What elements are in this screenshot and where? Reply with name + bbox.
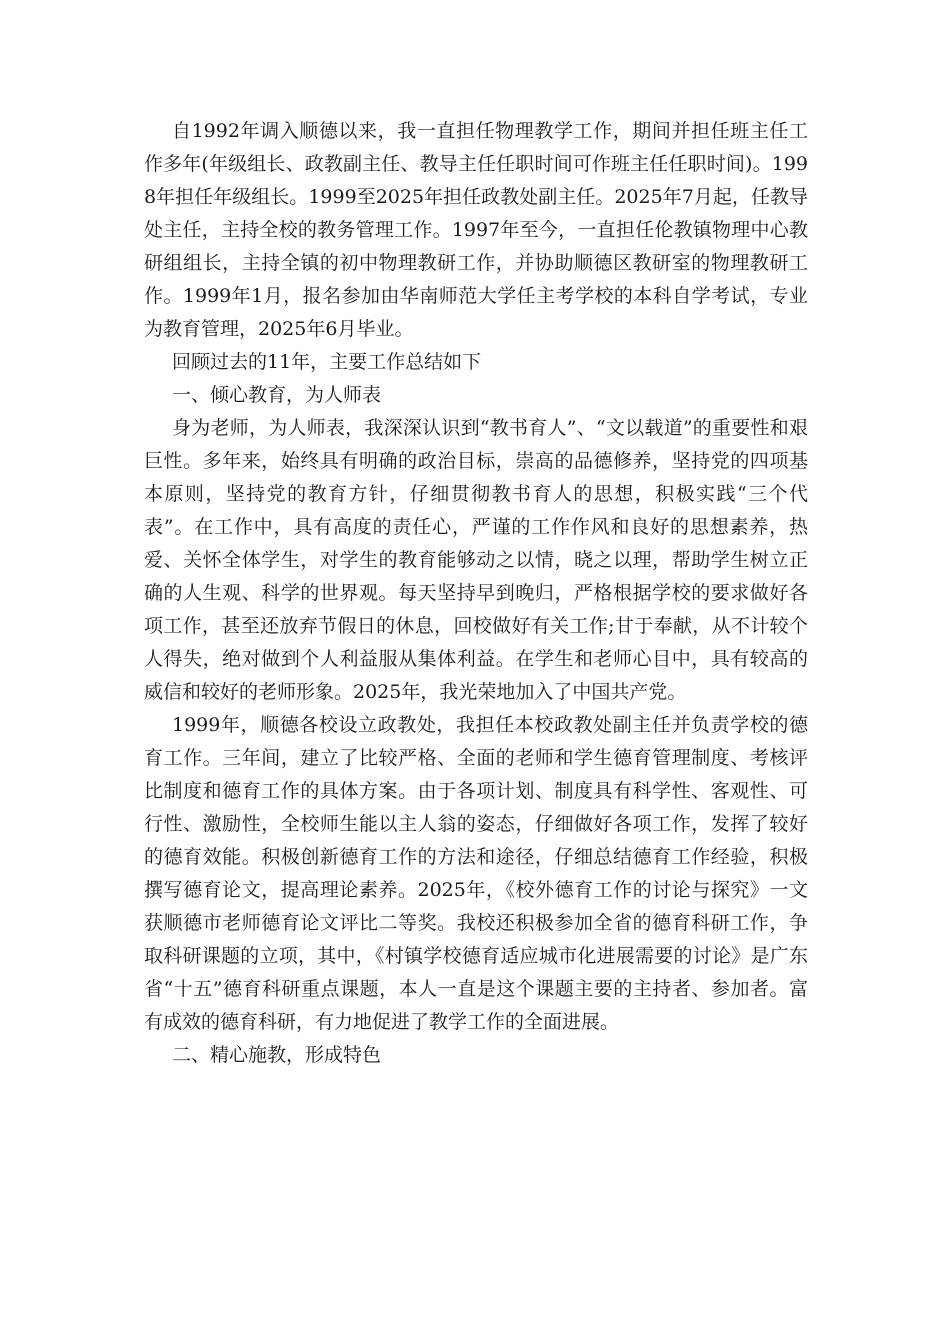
- paragraph-moral-education: 1999年，顺德各校设立政教处，我担任本校政教处副主任并负责学校的德育工作。三年间，建立了比较严格、全面的老师和学生德育管理制度、考核评比制度和德育工作的具体方案。由于各项计划、制度具有科学性、客观性、可行性、激励性，全校师生能以主人翁的姿态，仔细做好各项工作，发挥了较好的德育效能。积极创新德育工作的方法和途径，仔细总结德育工作经验，积极撰写德育论文，提高理论素养。2025年，《校外德育工作的讨论与探究》一文获顺德市老师德育论文评比二等奖。我校还积极参加全省的德育科研工作，争取科研课题的立项，其中，《村镇学校德育适应城市化进展需要的讨论》是广东省“十五”德育科研重点课题，本人一直是这个课题主要的主持者、参加者。富有成效的德育科研，有力地促进了教学工作的全面进展。: [144, 714, 808, 1033]
- summary-line: 回顾过去的11年，主要工作总结如下: [172, 351, 482, 373]
- section-heading-2: 二、精心施教，形成特色: [172, 1044, 382, 1066]
- paragraph-teacher-role: 身为老师，为人师表，我深深认识到“教书育人”、“文以载道”的重要性和艰巨性。多年来，始终具有明确的政治目标，崇高的品德修养，坚持党的四项基本原则，坚持党的教育方针，仔细贯彻教书育人的思想，积极实践“三个代表”。在工作中，具有高度的责任心，严谨的工作作风和良好的思想素养，热爱、关怀全体学生，对学生的教育能够动之以情，晓之以理，帮助学生树立正确的人生观、科学的世界观。每天坚持早到晚归，严格根据学校的要求做好各项工作，甚至还放弃节假日的休息，回校做好有关工作;甘于奉献，从不计较个人得失，绝对做到个人利益服从集体利益。在学生和老师心目中，具有较高的威信和较好的老师形象。2025年，我光荣地加入了中国共产党。: [144, 417, 808, 703]
- paragraph-intro: 自1992年调入顺德以来，我一直担任物理教学工作，期间并担任班主任工作多年(年级组长、政教副主任、教导主任任职时间可作班主任任职时间)。1998年担任年级组长。1999至2025年担任政教处副主任。2025年7月起，任教导处主任，主持全校的教务管理工作。1997年至今，一直担任伦教镇物理中心教研组组长，主持全镇的初中物理教研工作，并协助顺德区教研室的物理教研工作。1999年1月，报名参加由华南师范大学任主考学校的本科自学考试，专业为教育管理，2025年6月毕业。: [144, 120, 808, 340]
- document-page: [144, 115, 808, 1072]
- section-heading-1: 一、倾心教育，为人师表: [172, 384, 382, 406]
